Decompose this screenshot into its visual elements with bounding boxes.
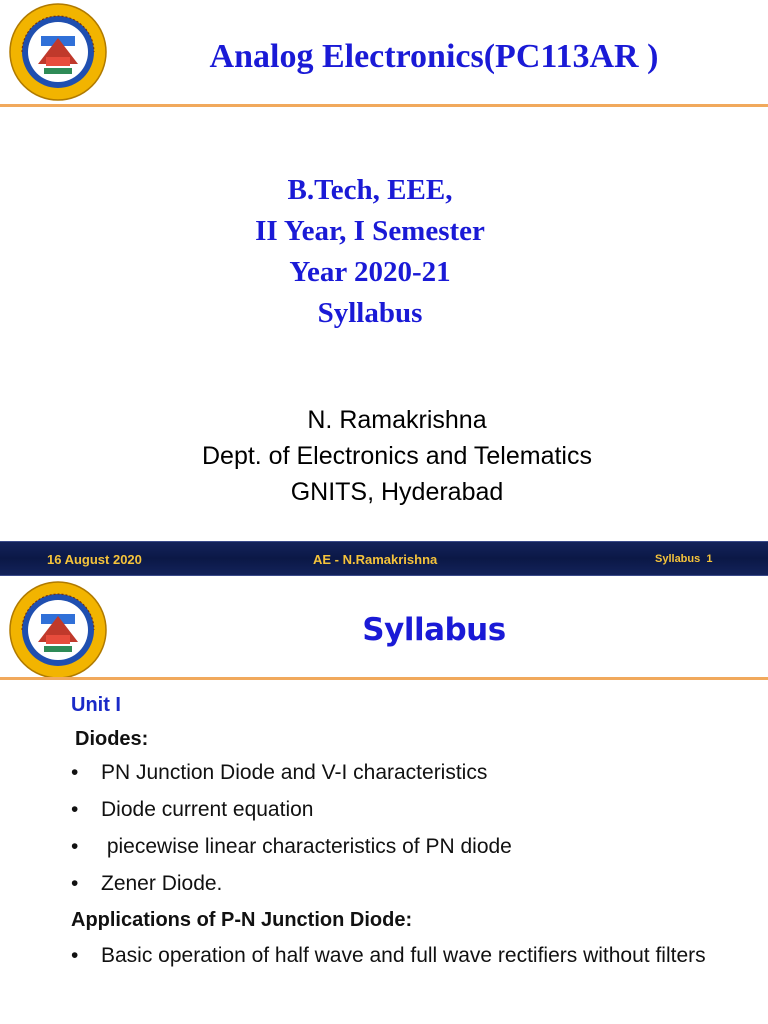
list-item: • piecewise linear characteristics of PN diode — [71, 833, 751, 861]
list-item: • Diode current equation — [71, 796, 751, 824]
unit-heading: Unit I — [71, 694, 121, 716]
course-line: B.Tech, EEE, — [287, 174, 453, 206]
footer-author: AE - N.Ramakrishna — [313, 552, 438, 567]
title-divider — [0, 677, 768, 680]
author-block — [0, 402, 768, 510]
course-line: Year 2020-21 — [289, 256, 451, 288]
syllabus-slide — [0, 576, 768, 1024]
list-item: • Basic operation of half wave and full wave rectifiers without filters — [71, 940, 751, 972]
author-department: Dept. of Electronics and Telematics — [201, 442, 592, 470]
institute-seal-icon — [8, 2, 108, 102]
list-item: • Zener Diode. — [71, 870, 751, 898]
title-divider — [0, 104, 768, 107]
section-heading-diodes: Diodes: — [75, 728, 149, 750]
list-item: • PN Junction Diode and V-I characteristics — [71, 759, 751, 787]
institute-seal-icon — [8, 580, 108, 680]
section-heading-applications: Applications of P-N Junction Diode: — [71, 909, 413, 931]
presentation-title: Analog Electronics(PC113AR ) — [209, 38, 659, 75]
author-institution: GNITS, Hyderabad — [290, 478, 504, 506]
course-line: Syllabus — [317, 297, 423, 329]
footer-page: Syllabus 1 — [655, 553, 713, 565]
footer-date: 16 August 2020 — [47, 552, 142, 567]
course-details — [0, 170, 740, 334]
course-line: II Year, I Semester — [255, 215, 485, 247]
slide-title: Syllabus — [362, 612, 506, 648]
slide-footer — [0, 541, 768, 576]
applications-list — [71, 940, 751, 972]
syllabus-content — [71, 692, 751, 981]
author-name: N. Ramakrishna — [307, 406, 487, 434]
diodes-list — [71, 759, 751, 898]
